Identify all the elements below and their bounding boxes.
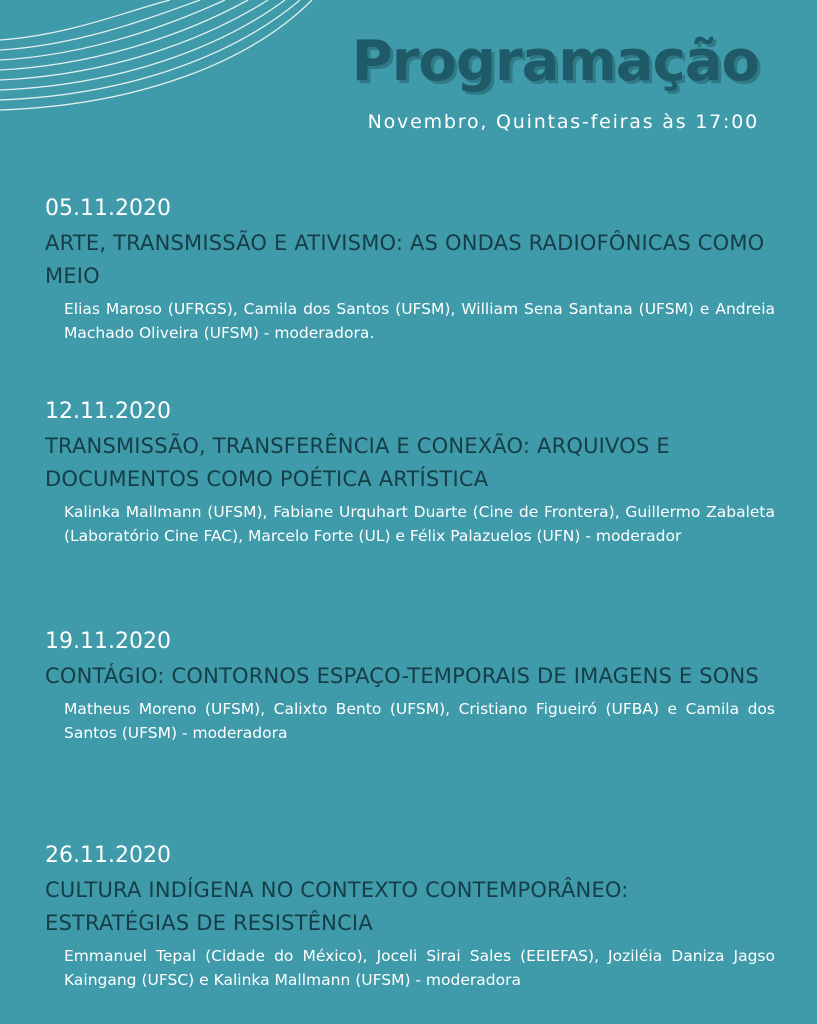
session-item (45, 396, 775, 548)
decorative-wave-lines (0, 0, 320, 120)
session-title: ARTE, TRANSMISSÃO E ATIVISMO: AS ONDAS RADIOFÔNICAS COMO MEIO (45, 231, 765, 288)
session-speakers: Matheus Moreno (UFSM), Calixto Bento (UFSM), Cristiano Figueiró (UFBA) e Camila dos Santos (UFSM) - moderadora (64, 700, 775, 742)
session-title: TRANSMISSÃO, TRANSFERÊNCIA E CONEXÃO: ARQUIVOS E DOCUMENTOS COMO POÉTICA ARTÍSTICA (45, 434, 670, 491)
session-date: 19.11.2020 (45, 629, 171, 654)
session-item (45, 840, 775, 992)
session-speakers: Elias Maroso (UFRGS), Camila dos Santos (UFSM), William Sena Santana (UFSM) e Andreia Machado Oliveira (UFSM) - moderadora. (64, 300, 775, 342)
session-item (45, 626, 775, 745)
session-speakers: Emmanuel Tepal (Cidade do México), Joceli Sirai Sales (EEIEFAS), Joziléia Daniza Jagso Kaingang (UFSC) e Kalinka Mallmann (UFSM) - moderadora (64, 947, 775, 989)
session-date: 12.11.2020 (45, 399, 171, 424)
page-subtitle: Novembro, Quintas-feiras às 17:00 (367, 111, 759, 133)
session-date: 26.11.2020 (45, 843, 171, 868)
session-speakers: Kalinka Mallmann (UFSM), Fabiane Urquhart Duarte (Cine de Frontera), Guillermo Zabaleta (Laboratório Cine FAC), Marcelo Forte (UL) e Félix Palazuelos (UFN) - moderador (64, 503, 775, 545)
session-item (45, 193, 775, 345)
session-title: CONTÁGIO: CONTORNOS ESPAÇO-TEMPORAIS DE IMAGENS E SONS (45, 664, 759, 688)
session-title: CULTURA INDÍGENA NO CONTEXTO CONTEMPORÂNEO: ESTRATÉGIAS DE RESISTÊNCIA (45, 878, 629, 935)
page-title: Programação (351, 29, 759, 94)
session-date: 05.11.2020 (45, 196, 171, 221)
